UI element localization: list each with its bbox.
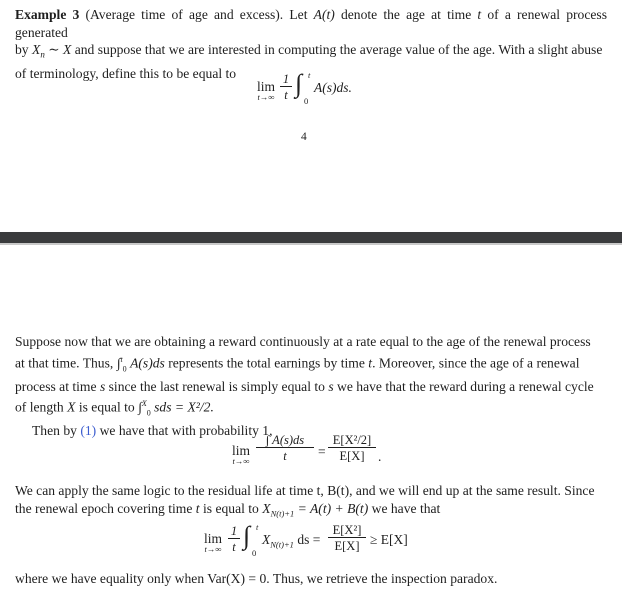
page-bottom: Suppose now that we are obtaining a reward continuously at a rate equal to the age of the renewal process at that time. Thus, ∫$^t_0$ A(s)ds represents the total earnings by time t. Moreover, since the age of a renewal process at time s since the last renewal is simply equal to s we have that the reward during a renewal cycle of length X is equal to ∫$^X_0$ sds = X²/2. Then by (1) we have that with probability 1, lim t→∞ $\frac{\int A(s)ds}{t}$ = $\frac{\text{E[X²/2]}}{E[X]}$ . We can apply the same logic to the residual life at time t, B(t), and we will end up at the same result. Since the renewal epoch covering time t is equal to $X_{N(t)+1} = A(t) + B(t)$ we have that lim t→∞ $\frac{1}{t}$ ∫ t 0 $X_{N(t)+1}$ ds = $\frac{\text{E[X²]}}{E[X]}$ ≥ E[X] where we have equality only when Var(X) = 0. Thus, we retrieve the inspection paradox.	[0, 245, 622, 594]
example-paragraph: Example 3 (Average time of age and excess). Let A(t) denote the age at time t of a renewal process generated by $X_n$ ∼ X and suppose that we are interested in computing the average value of the age. With a slight abuse of terminology, define this to be equal to	[15, 7, 607, 81]
conclusion-paragraph: where we have equality only when Var(X) = 0. Thus, we retrieve the inspection paradox.	[15, 571, 498, 586]
example-label: Example 3	[15, 7, 80, 22]
page-top: Example 3 (Average time of age and excess). Let A(t) denote the age at time t of a renewal process generated by $X_n$ ∼ X and suppose that we are interested in computing the average value of the age. With a slight abuse of terminology, define this to be equal to lim t→∞ $\frac{1}{t}$ ∫ t 0 A(s)ds. 4	[0, 0, 622, 232]
page-number: 4	[301, 131, 307, 143]
reward-paragraph: Suppose now that we are obtaining a reward continuously at a rate equal to the age of the renewal process at that time. Thus, ∫$^t_0$ A(s)ds represents the total earnings by time t. Moreover, since the age of a renewal process at time s since the last renewal is simply equal to s we have that the reward during a renewal cycle of length X is equal to ∫$^X_0$ sds = X²/2. Then by (1) we have that with probability 1,	[15, 334, 594, 439]
integral-sign: ∫	[295, 69, 303, 98]
page-separator	[0, 232, 622, 243]
residual-life-paragraph: We can apply the same logic to the residual life at time t, B(t), and we will end up at the same result. Since the renewal epoch covering time t is equal to $X_{N(t)+1} = A(t) + B(t)$ we have that	[15, 483, 595, 519]
integral-sign: ∫	[243, 521, 251, 550]
equation-reference-link[interactable]: (1)	[80, 423, 97, 439]
